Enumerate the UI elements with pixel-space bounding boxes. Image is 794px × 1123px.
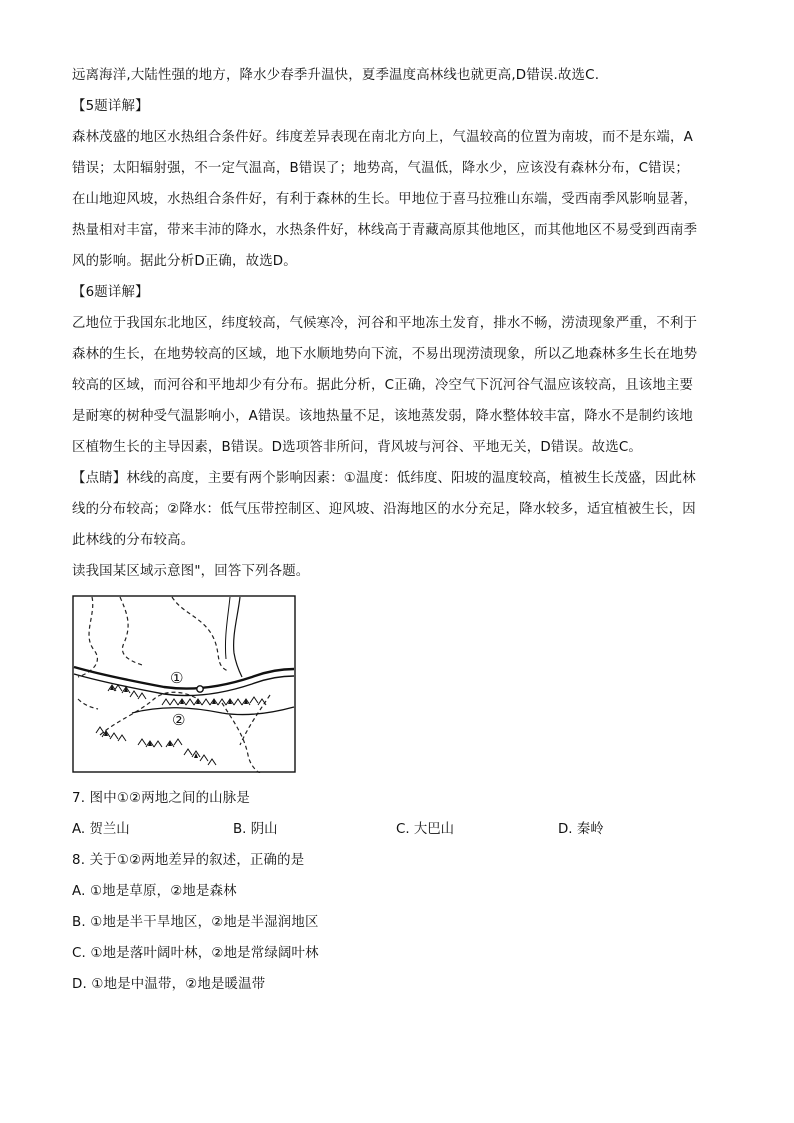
- paragraph: 错误；太阳辐射强，不一定气温高，B错误了；地势高，气温低，降水少，应该没有森林分布，C错误；: [72, 161, 689, 176]
- paragraph: 森林茂盛的地区水热组合条件好。纬度差异表现在南北方向上，气温较高的位置为南坡，而不是东端，A: [72, 130, 693, 145]
- q8-option-a[interactable]: A. ①地是草原，②地是森林: [72, 884, 237, 899]
- paragraph: 在山地迎风坡，水热组合条件好，有利于森林的生长。甲地位于喜马拉雅山东端，受西南季风影响显著，: [72, 192, 698, 207]
- paragraph: 是耐寒的树种受气温影响小，A错误。该地热量不足，该地蒸发弱，降水整体较丰富，降水不是制约该地: [72, 409, 693, 424]
- paragraph: 热量相对丰富，带来丰沛的降水，水热条件好，林线高于青藏高原其他地区，而其他地区不易受到西南季: [72, 223, 698, 238]
- q7-option-c[interactable]: C. 大巴山: [396, 822, 455, 837]
- section-header-q5: 【5题详解】: [72, 99, 149, 114]
- paragraph: 此林线的分布较高。: [72, 533, 195, 548]
- paragraph: 乙地位于我国东北地区，纬度较高，气候寒冷，河谷和平地冻土发育，排水不畅，涝渍现象严重，不利于: [72, 316, 698, 331]
- paragraph: 森林的生长，在地势较高的区域，地下水顺地势向下流，不易出现涝渍现象，所以乙地森林多生长在地势: [72, 347, 698, 362]
- paragraph: 线的分布较高；②降水：低气压带控制区、迎风坡、沿海地区的水分充足，降水较多，适宜植被生长，因: [72, 502, 696, 517]
- q7-option-a[interactable]: A. 贺兰山: [72, 822, 130, 837]
- q7-option-b[interactable]: B. 阴山: [233, 822, 278, 837]
- section-header-q6: 【6题详解】: [72, 285, 149, 300]
- question-8-stem: 8. 关于①②两地差异的叙述，正确的是: [72, 853, 305, 868]
- paragraph: 较高的区域，而河谷和平地却少有分布。据此分析，C正确，冷空气下沉河谷气温应该较高，且该地主要: [72, 378, 694, 393]
- region-map-figure: [72, 595, 296, 773]
- map-label-1: ①: [170, 669, 184, 687]
- paragraph: 风的影响。据此分析D正确，故选D。: [72, 254, 297, 269]
- region-map: [72, 595, 300, 775]
- map-frame: [73, 596, 295, 772]
- question-7-stem: 7. 图中①②两地之间的山脉是: [72, 791, 250, 806]
- map-intro: 读我国某区域示意图"，回答下列各题。: [72, 564, 310, 579]
- q8-option-c[interactable]: C. ①地是落叶阔叶林，②地是常绿阔叶林: [72, 946, 319, 961]
- paragraph: 远离海洋,大陆性强的地方，降水少春季升温快，夏季温度高林线也就更高,D错误.故选C.: [72, 68, 600, 83]
- city-marker: [197, 686, 203, 692]
- paragraph: 区植物生长的主导因素，B错误。D选项答非所问，背风坡与河谷、平地无关，D错误。故选C。: [72, 440, 642, 455]
- question-7-options: [72, 814, 724, 845]
- q8-option-b[interactable]: B. ①地是半干旱地区，②地是半湿润地区: [72, 915, 319, 930]
- map-label-2: ②: [172, 711, 186, 729]
- q7-option-d[interactable]: D. 秦岭: [558, 822, 604, 837]
- tip-paragraph: 【点睛】林线的高度，主要有两个影响因素：①温度：低纬度、阳坡的温度较高，植被生长茂盛，因此林: [72, 471, 696, 486]
- document-page: [72, 60, 724, 1000]
- q8-option-d[interactable]: D. ①地是中温带，②地是暖温带: [72, 977, 266, 992]
